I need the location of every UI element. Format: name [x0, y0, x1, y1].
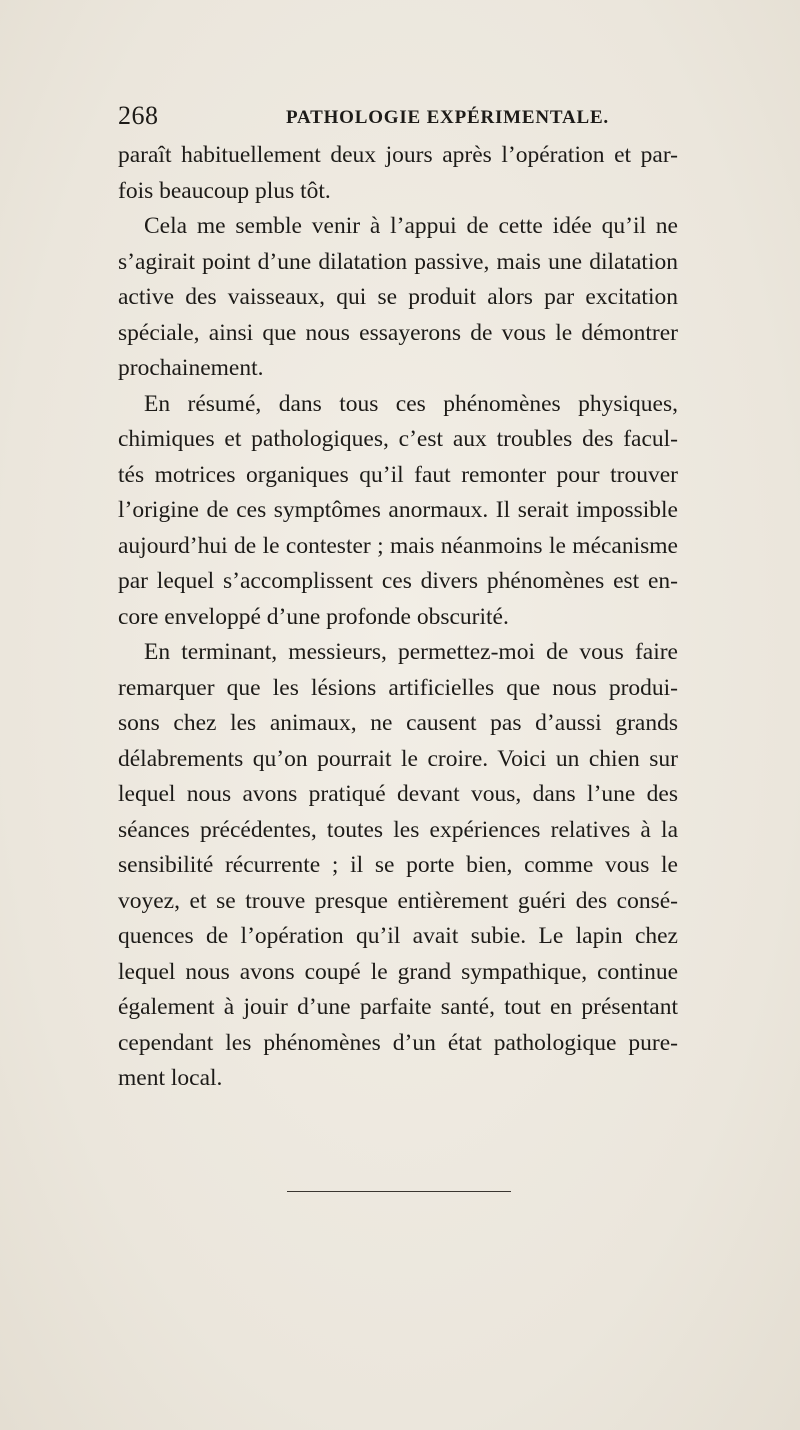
text-line: Cela me semble venir à l’appui de cette idée qu’il ne — [144, 213, 678, 239]
text-line: quences de l’opération qu’il avait subie. Le lapin chez — [118, 923, 678, 949]
text-line: lequel nous avons pratiqué devant vous, dans l’une des — [118, 781, 678, 807]
page-header — [118, 96, 678, 136]
page-number: 268 — [118, 101, 159, 130]
text-line: séances précédentes, toutes les expériences relatives à la — [118, 816, 678, 843]
body-text — [118, 138, 678, 1097]
section-end-rule — [287, 1191, 511, 1192]
text-line: ment local. — [118, 1065, 223, 1091]
text-line: lequel nous avons coupé le grand sympathique, continue — [118, 958, 678, 985]
text-line: chimiques et pathologiques, c’est aux troubles des facul- — [118, 426, 678, 452]
text-line: par lequel s’accomplissent ces divers phénomènes est en- — [118, 568, 678, 594]
text-line: core enveloppé d’une profonde obscurité. — [118, 603, 509, 630]
text-line: spéciale, ainsi que nous essayerons de vous le démontrer — [118, 319, 678, 346]
text-line: En terminant, messieurs, permettez-moi de vous faire — [144, 639, 678, 665]
text-line: s’agirait point d’une dilatation passive, mais une dilatation — [118, 248, 678, 275]
text-line: sensibilité récurrente ; il se porte bien, comme vous le — [118, 852, 678, 878]
text-line: sons chez les animaux, ne causent pas d’aussi grands — [118, 710, 678, 736]
text-line: fois beaucoup plus tôt. — [118, 177, 331, 204]
text-line: délabrements qu’on pourrait le croire. Voici un chien sur — [118, 745, 678, 772]
text-line: active des vaisseaux, qui se produit alors par excitation — [118, 284, 678, 310]
text-line: aujourd’hui de le contester ; mais néanmoins le mécanisme — [118, 532, 678, 559]
text-line: paraît habituellement deux jours après l’opération et par- — [118, 142, 678, 168]
text-line: prochainement. — [118, 355, 264, 381]
text-line: voyez, et se trouve presque entièrement guéri des consé- — [118, 887, 678, 914]
text-line: cependant les phénomènes d’un état pathologique pure- — [118, 1029, 678, 1056]
text-line: tés motrices organiques qu’il faut remonter pour trouver — [118, 461, 678, 488]
text-line: remarquer que les lésions artificielles que nous produi- — [118, 674, 678, 701]
text-line: En résumé, dans tous ces phénomènes physiques, — [144, 390, 678, 417]
running-head: PATHOLOGIE EXPÉRIMENTALE. — [286, 107, 609, 128]
text-line: également à jouir d’une parfaite santé, tout en présentant — [118, 994, 678, 1020]
text-line: l’origine de ces symptômes anormaux. Il serait impossible — [118, 497, 678, 523]
